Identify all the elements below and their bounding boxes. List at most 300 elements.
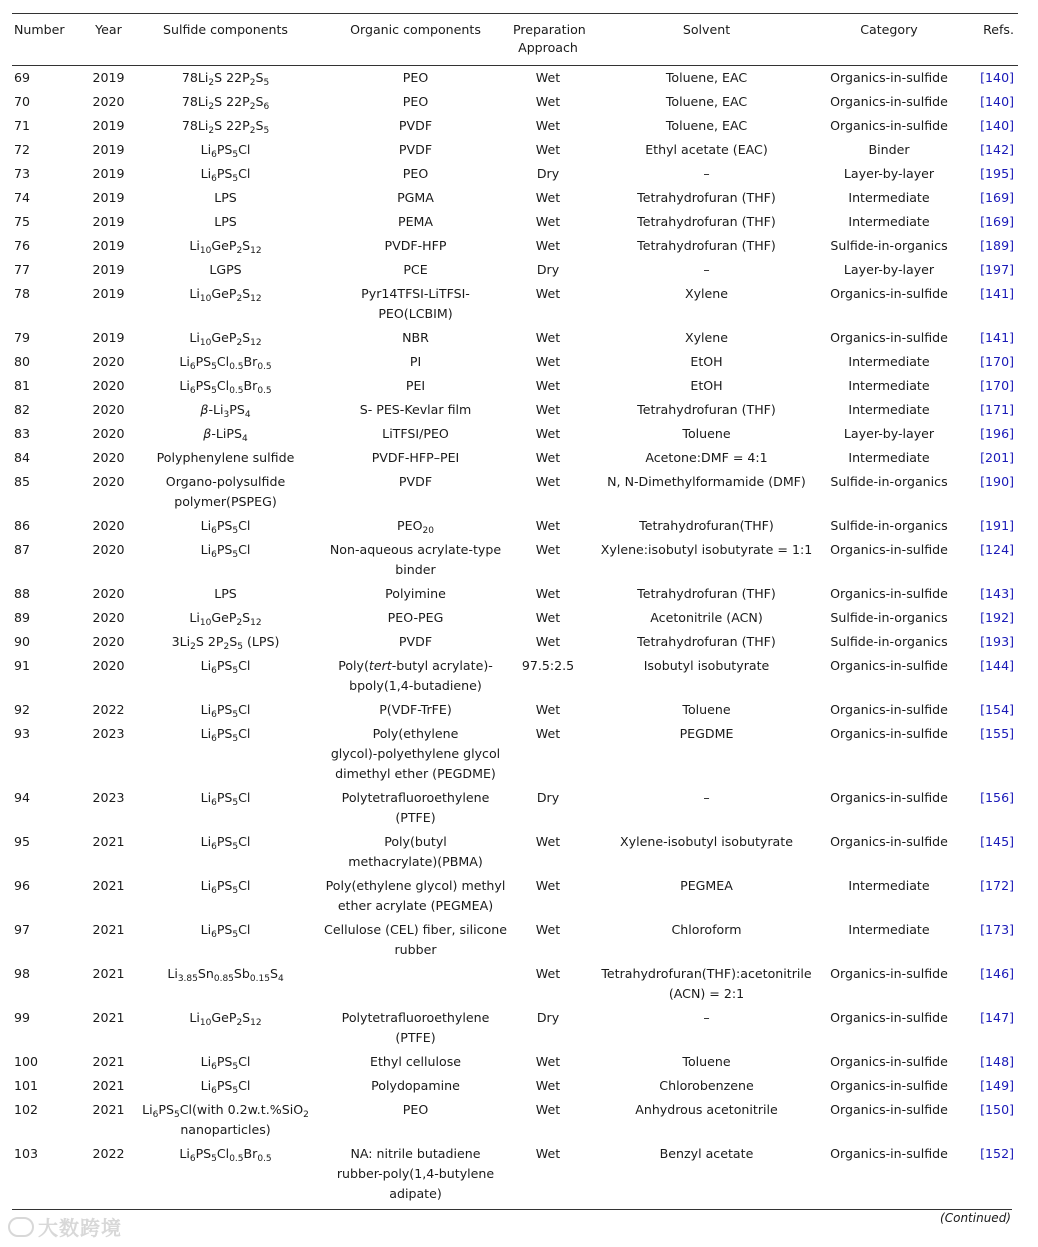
reference-link[interactable]: [193] — [980, 634, 1014, 649]
reference-link[interactable]: [169] — [980, 214, 1014, 229]
cell-sulfide: LPS — [214, 190, 237, 205]
cell-category: Binder — [868, 142, 910, 157]
cell-sulfide: $Li_{10}GeP_2S_{12}$ — [189, 1010, 262, 1028]
table-row — [12, 1098, 1018, 1142]
cell-organic: PEO-PEG — [387, 610, 444, 625]
table-row — [12, 258, 1018, 282]
cell-number: 82 — [14, 402, 31, 417]
cell-organic: Polyimine — [385, 586, 446, 601]
reference-link[interactable]: [171] — [980, 402, 1014, 417]
cell-year: 2020 — [92, 518, 125, 533]
cell-category: Sulfide-in-organics — [830, 474, 948, 489]
reference-link[interactable]: [140] — [980, 70, 1014, 85]
reference-link[interactable]: [141] — [980, 330, 1014, 345]
cell-sulfide: $Li_6PS_5Cl$ — [200, 1078, 251, 1096]
cell-ref — [948, 830, 1018, 874]
cell-organic: PI — [409, 354, 422, 369]
cell-sulfide: $Li_6PS_5Cl$ — [200, 142, 251, 160]
table-row — [12, 630, 1018, 654]
cell-category: Sulfide-in-organics — [830, 634, 948, 649]
cell-sulfide: $78Li_2S$ $22P_2S_5$ — [181, 118, 270, 136]
cell-year: 2019 — [92, 238, 125, 253]
table-row — [12, 1074, 1018, 1098]
cell-category: Intermediate — [848, 402, 930, 417]
reference-link[interactable]: [148] — [980, 1054, 1014, 1069]
cell-approach: Wet — [535, 94, 561, 109]
cell-number: 76 — [14, 238, 31, 253]
cell-sulfide: LGPS — [209, 262, 242, 277]
cell-solvent: Acetone:DMF = 4:1 — [645, 450, 768, 465]
cell-category: Organics-in-sulfide — [830, 286, 948, 301]
cell-solvent: Tetrahydrofuran (THF) — [637, 634, 776, 649]
reference-link[interactable]: [173] — [980, 922, 1014, 937]
cell-ref — [948, 918, 1018, 962]
table-row — [12, 446, 1018, 470]
cell-sulfide: $Li_{10}GeP_2S_{12}$ — [189, 238, 262, 256]
cell-number: 81 — [14, 378, 31, 393]
cell-category: Intermediate — [848, 354, 930, 369]
cell-year: 2020 — [92, 94, 125, 109]
header-organic: Organic components — [350, 22, 481, 37]
reference-link[interactable]: [140] — [980, 94, 1014, 109]
reference-link[interactable]: [169] — [980, 190, 1014, 205]
cell-approach: Wet — [535, 702, 561, 717]
continued-note: (Continued) — [940, 1211, 1011, 1225]
cell-ref — [948, 962, 1018, 1006]
cell-number: 90 — [14, 634, 31, 649]
cell-year: 2021 — [92, 966, 125, 981]
table-row — [12, 654, 1018, 698]
cell-approach: Wet — [535, 878, 561, 893]
cell-approach: Wet — [535, 1054, 561, 1069]
cell-number: 99 — [14, 1010, 31, 1025]
cell-year: 2022 — [92, 1146, 125, 1161]
reference-link[interactable]: [192] — [980, 610, 1014, 625]
table-row — [12, 698, 1018, 722]
reference-link[interactable]: [140] — [980, 118, 1014, 133]
cell-sulfide: $3Li_2S$ $2P_2S_5$ (LPS) — [171, 634, 280, 652]
cell-organic: LiTFSI/PEO — [382, 426, 449, 441]
cell-number: 86 — [14, 518, 31, 533]
cell-ref — [948, 514, 1018, 538]
cell-number: 89 — [14, 610, 31, 625]
cell-organic: PEMA — [397, 214, 434, 229]
cell-sulfide: $\beta-Li_3PS_4$ — [200, 402, 251, 420]
cell-ref — [948, 1006, 1018, 1050]
reference-link[interactable]: [145] — [980, 834, 1014, 849]
cell-solvent: Tetrahydrofuran (THF) — [637, 214, 776, 229]
cell-approach: Wet — [535, 214, 561, 229]
cell-category: Intermediate — [848, 450, 930, 465]
cell-category: Organics-in-sulfide — [830, 1054, 948, 1069]
cell-ref — [948, 234, 1018, 258]
reference-link[interactable]: [196] — [980, 426, 1014, 441]
cell-ref — [948, 422, 1018, 446]
cell-year: 2021 — [92, 1078, 125, 1093]
cell-sulfide: $Li_6PS_5Cl$ — [200, 834, 251, 852]
cell-approach: Wet — [535, 634, 561, 649]
cell-solvent: Anhydrous acetonitrile — [635, 1102, 778, 1117]
table-row — [12, 786, 1018, 830]
cell-category: Intermediate — [848, 878, 930, 893]
cell-category: Organics-in-sulfide — [830, 1146, 948, 1161]
watermark-logo-icon — [8, 1217, 34, 1237]
cell-number: 74 — [14, 190, 31, 205]
cell-sulfide: $78Li_2S$ $22P_2S_5$ — [181, 70, 270, 88]
header-category: Category — [860, 22, 918, 37]
cell-number: 101 — [14, 1078, 39, 1093]
cell-year: 2019 — [92, 330, 125, 345]
cell-number: 72 — [14, 142, 31, 157]
cell-number: 83 — [14, 426, 31, 441]
cell-category: Organics-in-sulfide — [830, 118, 948, 133]
cell-sulfide: $Li_{10}GeP_2S_{12}$ — [189, 330, 262, 348]
table-body — [12, 66, 1018, 1207]
cell-solvent: Ethyl acetate (EAC) — [645, 142, 768, 157]
cell-sulfide: $Li_6PS_5Cl$ — [200, 542, 251, 560]
table-row — [12, 66, 1018, 91]
cell-solvent: Tetrahydrofuran (THF) — [637, 238, 776, 253]
cell-solvent: Toluene — [682, 702, 731, 717]
header-year: Year — [95, 22, 122, 37]
reference-link[interactable]: [170] — [980, 354, 1014, 369]
cell-number: 71 — [14, 118, 31, 133]
table-row — [12, 210, 1018, 234]
cell-number: 103 — [14, 1146, 39, 1161]
cell-solvent: Benzyl acetate — [659, 1146, 754, 1161]
cell-sulfide: $Li_6PS_5Cl$ — [200, 1054, 251, 1072]
cell-year: 2020 — [92, 542, 125, 557]
cell-solvent: Toluene — [682, 1054, 731, 1069]
reference-link[interactable]: [191] — [980, 518, 1014, 533]
reference-link[interactable]: [170] — [980, 378, 1014, 393]
cell-ref — [948, 90, 1018, 114]
cell-solvent: Tetrahydrofuran (THF) — [637, 190, 776, 205]
cell-approach: Wet — [535, 402, 561, 417]
table-row — [12, 470, 1018, 514]
table-container — [12, 13, 1012, 1206]
cell-approach: Dry — [536, 1010, 560, 1025]
header-refs: Refs. — [983, 22, 1014, 37]
cell-year: 2020 — [92, 586, 125, 601]
table-row — [12, 514, 1018, 538]
cell-organic: PVDF-HFP–PEI — [371, 450, 460, 465]
cell-category: Organics-in-sulfide — [830, 70, 948, 85]
cell-year: 2020 — [92, 378, 125, 393]
cell-approach: Wet — [535, 1078, 561, 1093]
cell-organic: Ethyl cellulose — [370, 1054, 461, 1069]
cell-ref — [948, 470, 1018, 514]
reference-link[interactable]: [197] — [980, 262, 1014, 277]
cell-solvent: Tetrahydrofuran (THF) — [637, 402, 776, 417]
table-row — [12, 582, 1018, 606]
cell-approach: Wet — [535, 354, 561, 369]
cell-ref — [948, 138, 1018, 162]
cell-organic: PEO — [402, 94, 429, 109]
cell-organic — [318, 962, 513, 1006]
cell-category: Intermediate — [848, 214, 930, 229]
table-row — [12, 162, 1018, 186]
reference-link[interactable]: [152] — [980, 1146, 1014, 1161]
cell-organic: Poly(ethylene glycol) methyl ether acrylate (PEGMEA) — [325, 878, 506, 913]
cell-ref — [948, 1074, 1018, 1098]
cell-approach: Wet — [535, 238, 561, 253]
cell-category: Organics-in-sulfide — [830, 94, 948, 109]
cell-year: 2020 — [92, 450, 125, 465]
cell-ref — [948, 1142, 1018, 1206]
cell-approach: Wet — [535, 286, 561, 301]
cell-solvent: Toluene, EAC — [665, 94, 748, 109]
cell-sulfide: $Li_6PS_5Cl$ — [200, 166, 251, 184]
cell-year: 2019 — [92, 118, 125, 133]
table-row — [12, 114, 1018, 138]
data-table — [12, 13, 1018, 1206]
cell-solvent: Tetrahydrofuran(THF):acetonitrile (ACN) = 2:1 — [601, 966, 812, 1001]
cell-ref — [948, 258, 1018, 282]
cell-year: 2019 — [92, 286, 125, 301]
cell-number: 69 — [14, 70, 31, 85]
cell-year: 2022 — [92, 702, 125, 717]
cell-approach: Wet — [535, 142, 561, 157]
cell-year: 2021 — [92, 1102, 125, 1117]
cell-organic: PVDF — [398, 634, 433, 649]
cell-organic: Cellulose (CEL) fiber, silicone rubber — [324, 922, 507, 957]
cell-approach: Wet — [535, 70, 561, 85]
cell-year: 2020 — [92, 426, 125, 441]
cell-approach: Wet — [535, 190, 561, 205]
table-row — [12, 962, 1018, 1006]
reference-link[interactable]: [190] — [980, 474, 1014, 489]
cell-approach: Wet — [535, 1102, 561, 1117]
cell-sulfide: $Li_6PS_5Cl(with$ 0.2w.t.%SiO$_2$ nanoparticles) — [142, 1102, 309, 1137]
cell-organic: PEO — [402, 166, 429, 181]
cell-approach: Wet — [535, 922, 561, 937]
cell-solvent: Isobutyl isobutyrate — [643, 658, 770, 673]
cell-organic: PEO — [402, 70, 429, 85]
cell-organic: PVDF-HFP — [384, 238, 447, 253]
cell-solvent: PEGMEA — [680, 878, 733, 893]
cell-year: 2019 — [92, 214, 125, 229]
cell-year: 2020 — [92, 474, 125, 489]
table-header-row — [12, 14, 1018, 66]
table-row — [12, 606, 1018, 630]
reference-link[interactable]: [195] — [980, 166, 1014, 181]
watermark — [8, 1212, 122, 1241]
cell-organic: Non-aqueous acrylate-type binder — [329, 542, 502, 577]
header-solvent: Solvent — [682, 22, 731, 37]
cell-category: Sulfide-in-organics — [830, 238, 948, 253]
cell-solvent: EtOH — [690, 354, 723, 369]
cell-number: 96 — [14, 878, 31, 893]
cell-organic: PGMA — [397, 190, 434, 205]
cell-year: 2019 — [92, 166, 125, 181]
reference-link[interactable]: [146] — [980, 966, 1014, 981]
cell-category: Intermediate — [848, 190, 930, 205]
cell-year: 2021 — [92, 1054, 125, 1069]
table-row — [12, 186, 1018, 210]
cell-ref — [948, 606, 1018, 630]
table-row — [12, 1142, 1018, 1206]
cell-year: 2019 — [92, 70, 125, 85]
reference-link[interactable]: [142] — [980, 142, 1014, 157]
table-row — [12, 422, 1018, 446]
cell-number: 102 — [14, 1102, 39, 1117]
cell-category: Organics-in-sulfide — [830, 1102, 948, 1117]
cell-number: 75 — [14, 214, 31, 229]
cell-year: 2020 — [92, 634, 125, 649]
cell-year: 2021 — [92, 834, 125, 849]
cell-sulfide: $Li_6PS_5Cl_{0.5}Br_{0.5}$ — [179, 1146, 272, 1164]
table-row — [12, 374, 1018, 398]
cell-category: Organics-in-sulfide — [830, 966, 948, 981]
cell-organic: Polytetrafluoroethylene (PTFE) — [341, 1010, 490, 1045]
cell-number: 87 — [14, 542, 31, 557]
reference-link[interactable]: [201] — [980, 450, 1014, 465]
table-row — [12, 398, 1018, 422]
cell-sulfide: Organo-polysulfide polymer(PSPEG) — [165, 474, 286, 509]
cell-approach: Wet — [535, 542, 561, 557]
cell-category: Organics-in-sulfide — [830, 790, 948, 805]
cell-sulfide: $Li_6PS_5Cl$ — [200, 790, 251, 808]
cell-solvent: Toluene — [682, 426, 731, 441]
cell-approach: Dry — [536, 166, 560, 181]
table-row — [12, 874, 1018, 918]
cell-solvent: Tetrahydrofuran (THF) — [637, 586, 776, 601]
cell-year: 2023 — [92, 726, 125, 741]
cell-number: 73 — [14, 166, 31, 181]
cell-sulfide: β-LiPS$_4$ — [203, 426, 248, 444]
cell-number: 91 — [14, 658, 31, 673]
table-row — [12, 1050, 1018, 1074]
header-approach: Preparation Approach — [513, 22, 586, 55]
reference-link[interactable]: [150] — [980, 1102, 1014, 1117]
cell-solvent: PEGDME — [679, 726, 734, 741]
cell-category: Layer-by-layer — [843, 262, 935, 277]
cell-ref — [948, 654, 1018, 698]
cell-organic: PVDF — [398, 118, 433, 133]
header-number: Number — [14, 22, 65, 37]
cell-category: Organics-in-sulfide — [830, 542, 948, 557]
cell-sulfide: $Li_6PS_5Cl$ — [200, 702, 251, 720]
cell-ref — [948, 538, 1018, 582]
cell-organic: PEO — [402, 1102, 429, 1117]
cell-number: 94 — [14, 790, 31, 805]
cell-solvent: Tetrahydrofuran(THF) — [639, 518, 774, 533]
bottom-rule — [12, 1209, 1012, 1210]
cell-organic: PVDF — [398, 474, 433, 489]
table-row — [12, 350, 1018, 374]
cell-category: Organics-in-sulfide — [830, 330, 948, 345]
cell-organic: S- PES-Kevlar film — [359, 402, 472, 417]
reference-link[interactable]: [155] — [980, 726, 1014, 741]
cell-organic: Polydopamine — [371, 1078, 460, 1093]
cell-ref — [948, 210, 1018, 234]
cell-category: Sulfide-in-organics — [830, 518, 948, 533]
cell-ref — [948, 786, 1018, 830]
cell-solvent: Toluene, EAC — [665, 118, 748, 133]
cell-solvent: – — [703, 262, 710, 277]
cell-year: 2019 — [92, 190, 125, 205]
cell-ref — [948, 1050, 1018, 1074]
reference-link[interactable]: [156] — [980, 790, 1014, 805]
cell-approach: Wet — [535, 518, 561, 533]
cell-number: 98 — [14, 966, 31, 981]
table-row — [12, 326, 1018, 350]
cell-approach: Wet — [535, 1146, 561, 1161]
cell-sulfide: $Li_{10}GeP_2S_{12}$ — [189, 286, 262, 304]
reference-link[interactable]: [144] — [980, 658, 1014, 673]
cell-category: Organics-in-sulfide — [830, 586, 948, 601]
cell-approach: Wet — [535, 966, 561, 981]
cell-sulfide: $Li_6PS_5Cl$ — [200, 922, 251, 940]
cell-number: 97 — [14, 922, 31, 937]
cell-approach: Wet — [535, 330, 561, 345]
cell-ref — [948, 350, 1018, 374]
cell-ref — [948, 186, 1018, 210]
cell-category: Intermediate — [848, 378, 930, 393]
cell-approach: Wet — [535, 450, 561, 465]
cell-year: 2021 — [92, 1010, 125, 1025]
cell-ref — [948, 114, 1018, 138]
cell-ref — [948, 282, 1018, 326]
cell-organic: Poly(ethylene glycol)-polyethylene glycol dimethyl ether (PEGDME) — [330, 726, 501, 781]
cell-solvent: EtOH — [690, 378, 723, 393]
cell-solvent: – — [703, 1010, 710, 1025]
cell-solvent: Xylene-isobutyl isobutyrate — [620, 834, 793, 849]
cell-category: Layer-by-layer — [843, 426, 935, 441]
cell-solvent: Acetonitrile (ACN) — [650, 610, 763, 625]
cell-category: Intermediate — [848, 922, 930, 937]
cell-number: 88 — [14, 586, 31, 601]
reference-link[interactable]: [189] — [980, 238, 1014, 253]
reference-link[interactable]: [154] — [980, 702, 1014, 717]
cell-sulfide: $78Li_2S$ $22P_2S_6$ — [181, 94, 270, 112]
cell-sulfide: Polyphenylene sulfide — [156, 450, 295, 465]
reference-link[interactable]: [143] — [980, 586, 1014, 601]
cell-solvent: Xylene — [684, 330, 729, 345]
cell-organic: Pyr14TFSI-LiTFSI- PEO(LCBIM) — [361, 286, 470, 321]
cell-sulfide: $Li_6PS_5Cl$ — [200, 518, 251, 536]
cell-category: Organics-in-sulfide — [830, 658, 948, 673]
table-row — [12, 722, 1018, 786]
cell-approach: Wet — [535, 118, 561, 133]
cell-year: 2020 — [92, 354, 125, 369]
cell-approach: Wet — [535, 378, 561, 393]
watermark-text: 大数跨境 — [38, 1216, 122, 1240]
cell-organic: NBR — [402, 330, 429, 345]
cell-organic: Poly(tert-butyl acrylate)- bpoly(1,4-butadiene) — [338, 658, 493, 693]
cell-ref — [948, 446, 1018, 470]
reference-link[interactable]: [124] — [980, 542, 1014, 557]
reference-link[interactable]: [149] — [980, 1078, 1014, 1093]
cell-approach: Wet — [535, 726, 561, 741]
cell-solvent: Chloroform — [671, 922, 742, 937]
reference-link[interactable]: [172] — [980, 878, 1014, 893]
cell-category: Layer-by-layer — [843, 166, 935, 181]
header-sulfide: Sulfide components — [163, 22, 288, 37]
cell-year: 2019 — [92, 142, 125, 157]
cell-approach: Dry — [536, 790, 560, 805]
cell-organic: $PEO_{20}$ — [397, 518, 434, 536]
reference-link[interactable]: [141] — [980, 286, 1014, 301]
cell-solvent: – — [703, 166, 710, 181]
cell-year: 2020 — [92, 658, 125, 673]
cell-year: 2021 — [92, 922, 125, 937]
cell-organic: Poly(butyl methacrylate)(PBMA) — [348, 834, 483, 869]
table-row — [12, 830, 1018, 874]
table-row — [12, 918, 1018, 962]
reference-link[interactable]: [147] — [980, 1010, 1014, 1025]
